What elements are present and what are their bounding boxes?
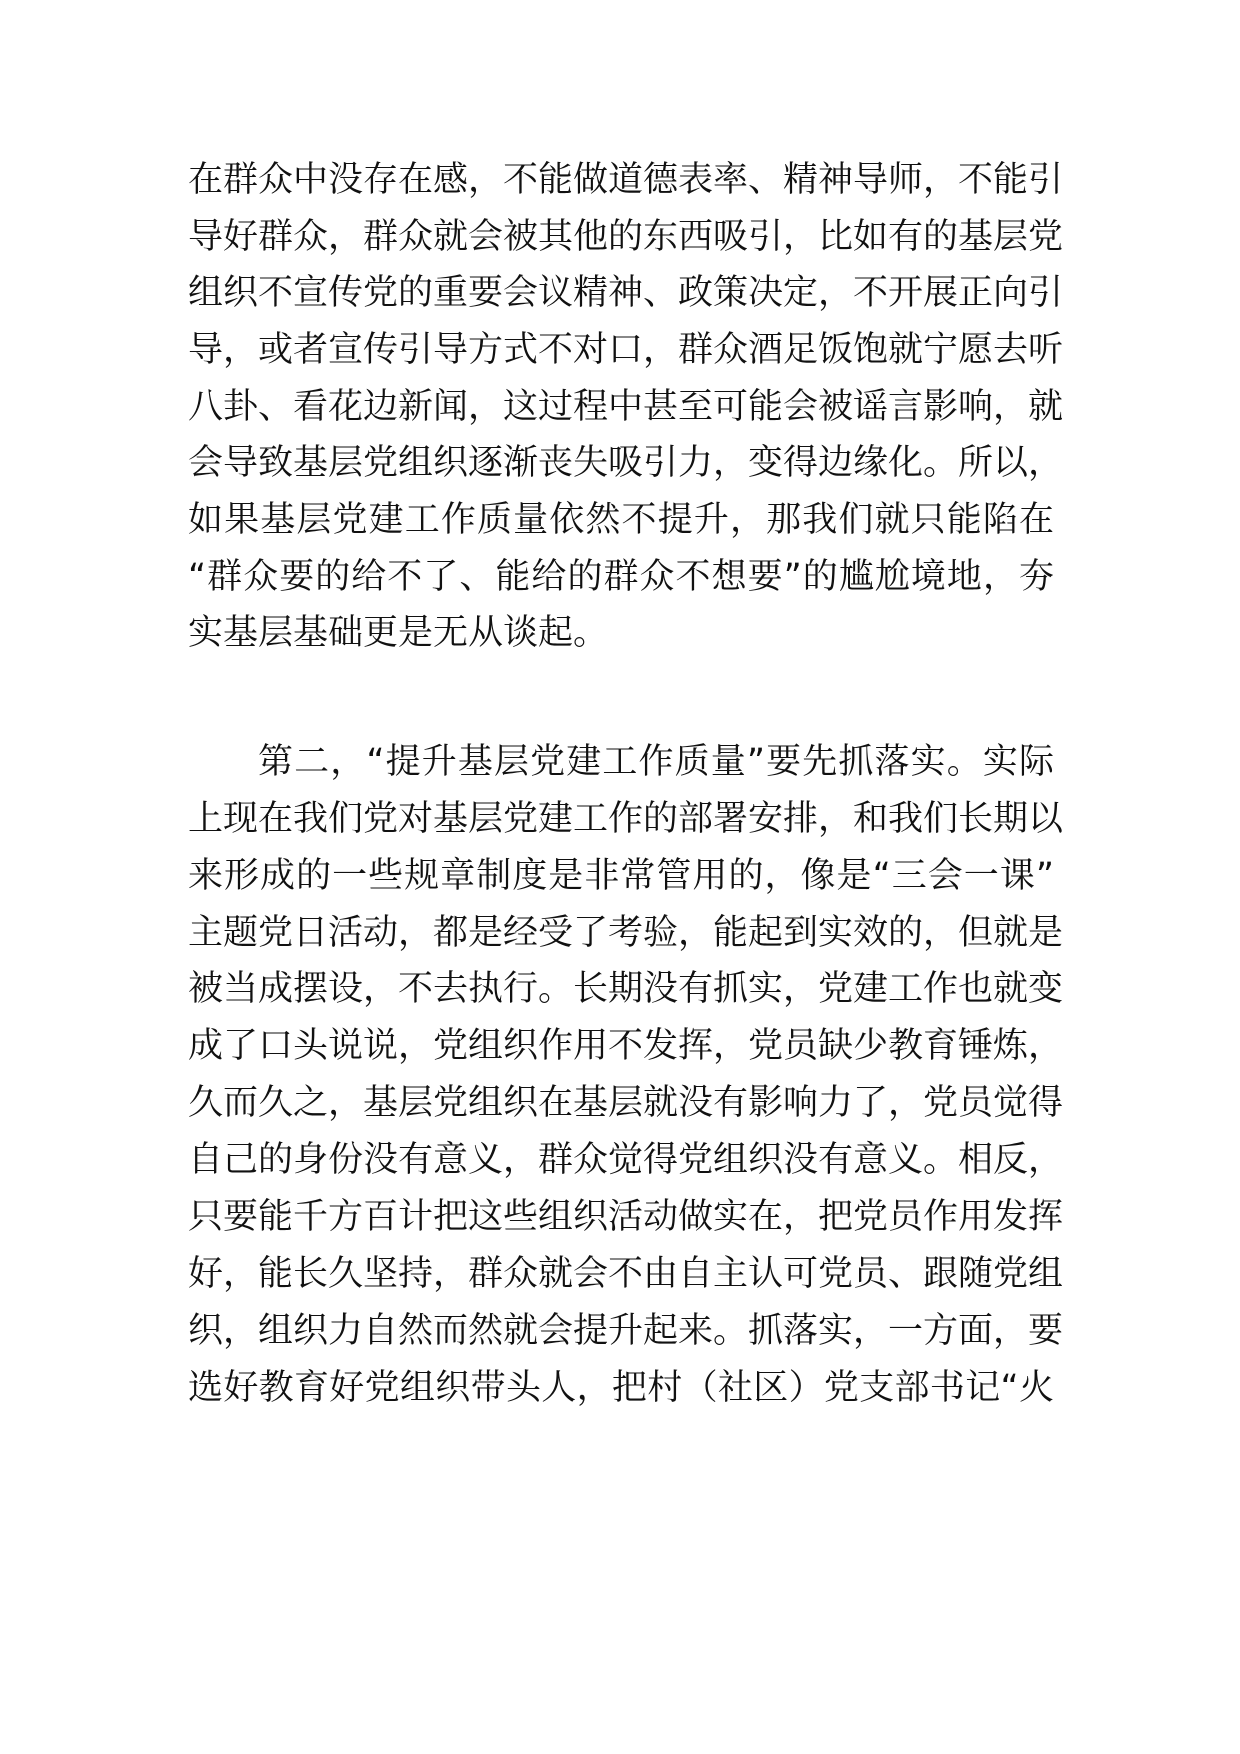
paragraph-line: 八卦、看花边新闻，这过程中甚至可能会被谣言影响，就 [188, 387, 1064, 427]
paragraph-line: 只要能千方百计把这些组织活动做实在，把党员作用发挥 [188, 1197, 1064, 1237]
paragraph-line: 会导致基层党组织逐渐丧失吸引力，变得边缘化。所以， [188, 443, 1064, 483]
paragraph-line: 导好群众，群众就会被其他的东西吸引，比如有的基层党 [188, 217, 1064, 257]
paragraph-line: 导，或者宣传引导方式不对口，群众酒足饭饱就宁愿去听 [188, 330, 1064, 370]
paragraph-line: 被当成摆设，不去执行。长期没有抓实，党建工作也就变 [188, 969, 1064, 1009]
paragraph-line: 好，能长久坚持，群众就会不由自主认可党员、跟随党组 [188, 1254, 1064, 1294]
paragraph-line: 久而久之，基层党组织在基层就没有影响力了，党员觉得 [188, 1083, 1064, 1123]
paragraph-line: 组织不宣传党的重要会议精神、政策决定，不开展正向引 [188, 273, 1064, 313]
paragraph-line: 实基层基础更是无从谈起。 [188, 613, 609, 653]
paragraph-line: 自己的身份没有意义，群众觉得党组织没有意义。相反， [188, 1140, 1064, 1180]
paragraph-line: 来形成的一些规章制度是非常管用的，像是“三会一课” [188, 856, 1054, 896]
paragraph-line: 主题党日活动，都是经受了考验，能起到实效的，但就是 [188, 913, 1064, 953]
paragraph-line: 第二，“提升基层党建工作质量”要先抓落实。实际 [258, 742, 1054, 782]
paragraph-line: 上现在我们党对基层党建工作的部署安排，和我们长期以 [188, 799, 1064, 839]
paragraph-line: 成了口头说说，党组织作用不发挥，党员缺少教育锤炼， [188, 1026, 1064, 1066]
paragraph-line: “群众要的给不了、能给的群众不想要”的尴尬境地，夯 [188, 557, 1054, 597]
paragraph-line: 如果基层党建工作质量依然不提升，那我们就只能陷在 [188, 500, 1054, 540]
paragraph-line: 在群众中没存在感，不能做道德表率、精神导师，不能引 [188, 160, 1064, 200]
paragraph-line: 织，组织力自然而然就会提升起来。抓落实，一方面，要 [188, 1311, 1064, 1351]
paragraph-line: 选好教育好党组织带头人，把村（社区）党支部书记“火 [188, 1368, 1054, 1408]
